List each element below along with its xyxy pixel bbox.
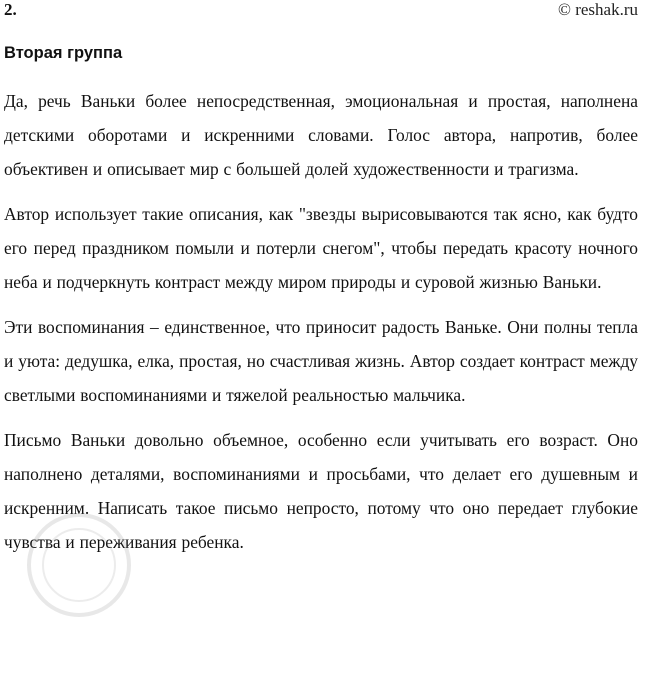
paragraph-4: Письмо Ваньки довольно объемное, особенно если учитывать его возраст. Оно наполнено деталями, воспоминаниями и просьбами, что делает его душевным и искренним. Написать такое письмо непросто, потому что оно передает глубокие чувства и переживания ребенка. xyxy=(4,430,638,552)
answer-text xyxy=(4,84,638,570)
paragraph-3: Эти воспоминания – единственное, что приносит радость Ваньке. Они полны тепла и уюта: дедушка, елка, простая, но счастливая жизнь. Автор создает контраст между светлыми воспоминаниями и тяжелой реальностью мальчика. xyxy=(4,317,638,405)
paragraph-2: Автор использует такие описания, как "звезды вырисовываются так ясно, как будто его перед праздником помыли и потерли снегом", чтобы передать красоту ночного неба и подчеркнуть контраст между миром природы и суровой жизнью Ваньки. xyxy=(4,204,638,292)
page-header xyxy=(4,0,638,22)
task-number: 2. xyxy=(4,0,17,19)
group-title: Вторая группа xyxy=(4,44,123,62)
paragraph-1: Да, речь Ваньки более непосредственная, эмоциональная и простая, наполнена детскими оборотами и искренними словами. Голос автора, напротив, более объективен и описывает мир с большей долей художественности и трагизма. xyxy=(4,91,638,179)
site-credit: © reshak.ru xyxy=(558,0,638,19)
